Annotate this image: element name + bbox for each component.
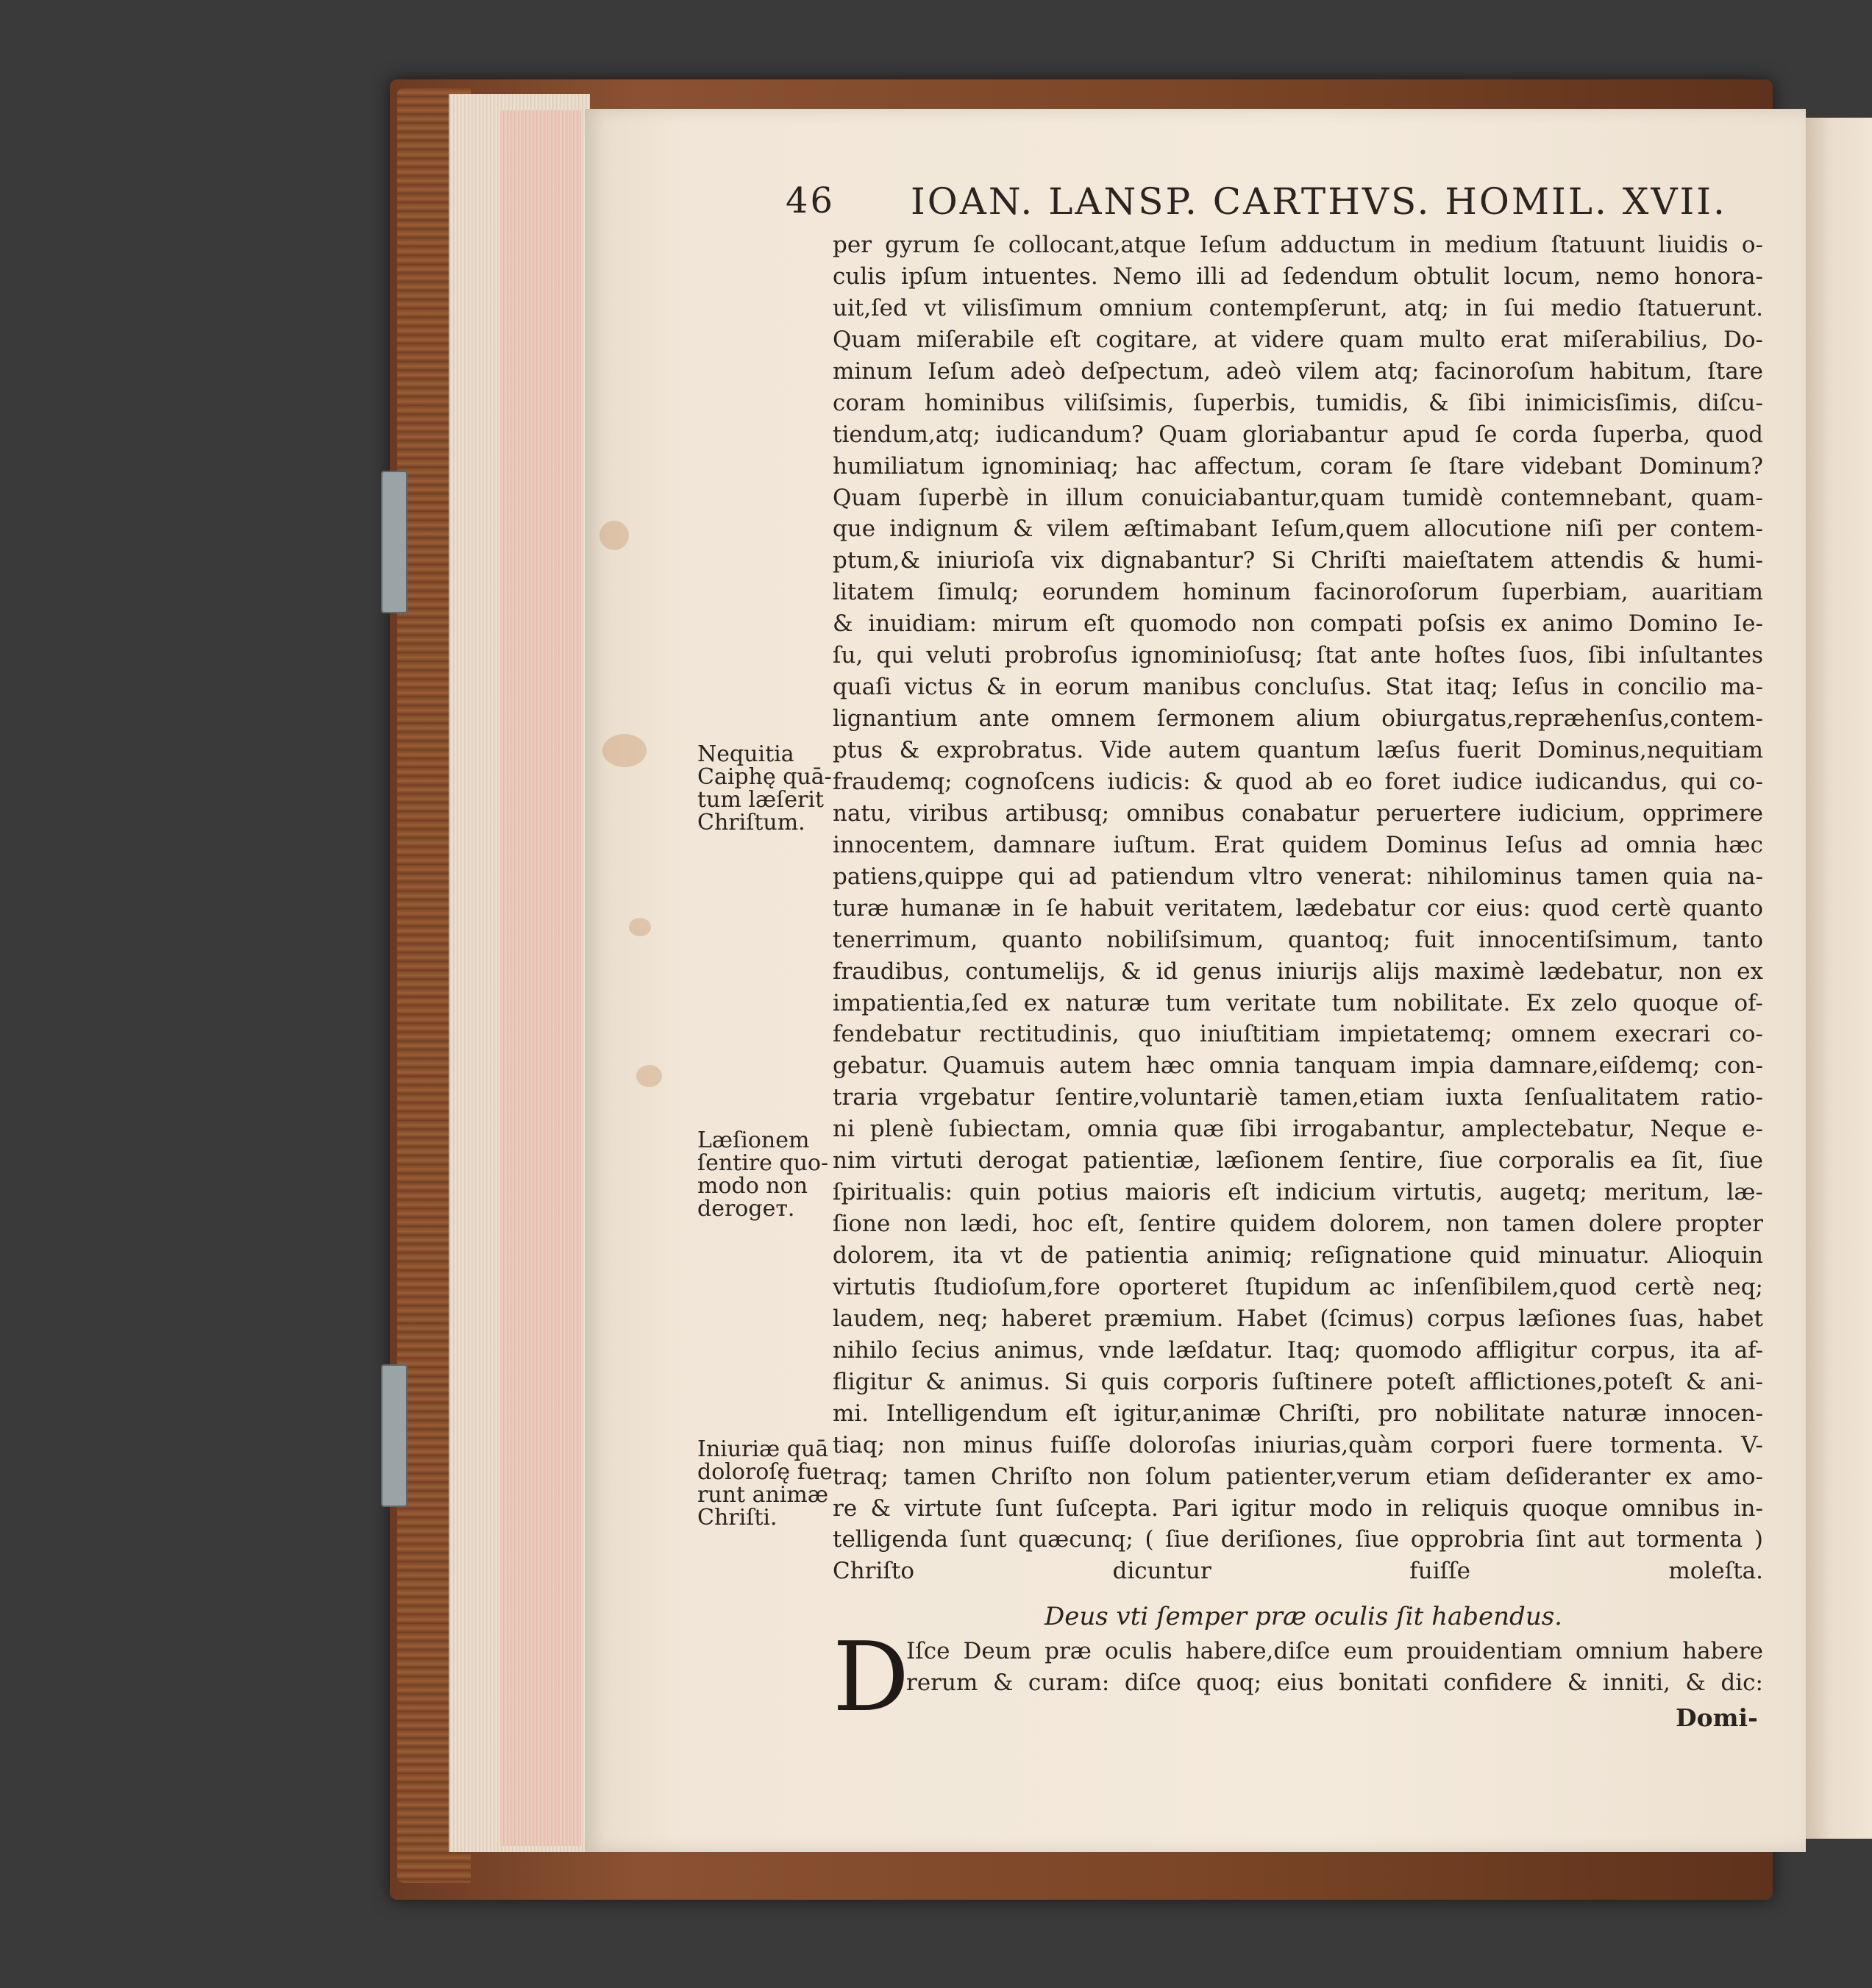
page-stain <box>602 734 647 767</box>
text-line: ptus & exprobratus. Vide autem quantum læſus fuerit Dominus,nequitiam <box>833 737 1763 763</box>
margin-note-line: tum læſerit <box>697 787 825 813</box>
text-line: ptum,& iniurioſa vix dignabantur? Si Chriſti maieſtatem attendis & humi- <box>833 547 1763 574</box>
page-stain <box>629 918 651 936</box>
text-line: traq; tamen Chriſto non ſolum patienter,verum etiam deſideranter ex amo- <box>833 1463 1763 1490</box>
text-line: mi. Intelligendum eſt igitur,animæ Chriſti, pro nobilitate naturæ innocen- <box>833 1400 1763 1427</box>
margin-note-iniuriae <box>697 1436 833 1531</box>
text-line: uit,ſed vt vilisſimum omnium contempſerunt, atq; in ſui medio ſtatuerunt. <box>833 294 1763 321</box>
facing-page-edge <box>1802 118 1872 1839</box>
text-line: impatientia,ſed ex naturæ tum veritate tum nobilitate. Ex zelo quoque of- <box>833 989 1763 1016</box>
text-line: Quam ſuperbè in illum conuiciabantur,quam tumidè contemnebant, quam- <box>833 484 1763 511</box>
text-line: rerum & curam: diſce quoq; eius bonitati confidere & inniti, & dic: <box>906 1669 1763 1696</box>
text-line: dolorem, ita vt de patientia animiq; reſignatione quid minuatur. Alioquin <box>833 1242 1763 1269</box>
margin-note-nequitia <box>697 743 830 834</box>
margin-note-line: runt animæ <box>697 1482 829 1508</box>
text-line: ſione non lædi, hoc eſt, ſentire quidem dolorem, non tamen dolere propter <box>833 1211 1763 1238</box>
drop-capital: D <box>833 1621 910 1733</box>
clasp-top <box>381 471 408 613</box>
text-line: ni plenè ſubiectam, omnia quæ ſibi irrogabantur, amplectebatur, Neque e- <box>833 1116 1763 1143</box>
text-line: lignantium ante omnem ſermonem alium obiurgatus,repræhenſus,contem- <box>833 705 1763 733</box>
text-line: fendebatur rectitudinis, quo iniuſtitiam impietatemq; omnem execrari co- <box>833 1021 1763 1048</box>
margin-note-line: Nequitia <box>697 741 794 767</box>
text-line: gebatur. Quamuis autem hæc omnia tanquam impia damnare,eiſdemq; con- <box>833 1052 1763 1080</box>
text-line: humiliatum ignominiaq; hac affectum, coram ſe ſtare videbant Dominum? <box>833 452 1763 480</box>
text-line: re & virtute ſunt ſuſcepta. Pari igitur modo in reliquis quoque omnibus in- <box>833 1494 1763 1522</box>
catchword: Domi- <box>1676 1703 1758 1732</box>
text-line: ſpiritualis: quin potius maioris eſt indicium virtutis, augetq; meritum, læ- <box>833 1179 1763 1206</box>
margin-note-line: Chriſti. <box>697 1505 777 1531</box>
text-line: coram hominibus viliſsimis, ſuperbis, tumidis, & ſibi inimicisſimis, diſcu- <box>833 389 1763 416</box>
margin-note-line: Iniuriæ quā <box>697 1436 829 1462</box>
text-line: ſu, qui veluti probroſus ignominioſusq; ſtat ante hoſtes ſuos, ſibi inſultantes <box>833 642 1763 669</box>
text-line: Chriſto dicuntur fuiſſe moleſta. <box>833 1558 1763 1585</box>
section-heading: Deus vti ſemper præ oculis ſit habendus. <box>1044 1602 1562 1631</box>
margin-note-line: modo non <box>697 1173 808 1199</box>
margin-note-line: Læſionem <box>697 1127 810 1153</box>
text-line: fraudibus, contumelijs, & id genus iniurijs alijs maximè lædebatur, non ex <box>833 958 1763 985</box>
text-line: patiens,quippe qui ad patiendum vltro venerat: nihilominus tamen quia na- <box>833 863 1763 890</box>
text-line: que indignum & vilem æſtimabant Ieſum,quem allocutione niſi per contem- <box>833 516 1763 543</box>
margin-note-laesionem <box>697 1129 830 1220</box>
margin-note-line: Caiphę quā- <box>697 764 832 790</box>
page-stain <box>636 1065 662 1087</box>
running-head: IOAN. LANSP. CARTHVS. HOMIL. XVII. <box>911 180 1727 223</box>
text-line: Quam miſerabile eſt cogitare, at videre quam multo erat miſerabilius, Do- <box>833 326 1763 353</box>
text-line: Iſce Deum præ oculis habere,diſce eum prouidentiam omnium habere <box>906 1638 1763 1664</box>
text-line: virtutis ſtudioſum,fore oporteret ſtupidum ac inſenſibilem,quod certè neq; <box>833 1273 1763 1300</box>
page-header <box>786 180 1764 232</box>
text-line: & inuidiam: mirum eſt quomodo non compati poſsis ex animo Domino Ie- <box>833 610 1763 638</box>
text-line: fligitur & animus. Si quis corporis ſuſtinere poteſt afflictiones,poteſt & ani- <box>833 1368 1763 1395</box>
page-stain <box>599 521 629 550</box>
text-line: natu, viribus artibusq; omnibus conabatur peruertere iudicium, opprimere <box>833 799 1763 827</box>
text-line: innocentem, damnare iuſtum. Erat quidem Dominus Ieſus ad omnia hæc <box>833 831 1763 858</box>
margin-note-line: Chriſtum. <box>697 810 805 836</box>
clasp-bottom <box>381 1364 408 1507</box>
text-line: tenerrimum, quanto nobiliſsimum, quantoq; fuit innocentiſsimum, tanto <box>833 926 1763 953</box>
second-paragraph <box>906 1636 1763 1699</box>
text-line: traria vrgebatur ſentire,voluntariè tamen,etiam iuxta ſenſualitatem ratio- <box>833 1084 1763 1111</box>
margin-note-line: ſentire quo- <box>697 1150 829 1176</box>
margin-note-line: derogeт. <box>697 1196 795 1222</box>
text-line: nim virtuti derogat patientiæ, læſionem ſentire, ſiue corporalis ea ſit, ſiue <box>833 1147 1763 1175</box>
page-edge-red <box>500 110 581 1846</box>
text-line: telligenda ſunt quæcunq; ( ſiue deriſiones, ſiue opprobria ſint aut tormenta ) <box>833 1526 1763 1553</box>
text-line: tiendum,atq; iudicandum? Quam gloriabantur apud ſe corda ſuperba, quod <box>833 421 1763 448</box>
main-text-block <box>833 229 1763 1587</box>
text-line: litatem ſimulq; eorundem hominum facinoroſorum ſuperbiam, auaritiam <box>833 579 1763 606</box>
text-line: nihilo ſecius animus, vnde læſdatur. Itaq; quomodo affligitur corpus, ita af- <box>833 1336 1763 1364</box>
text-line: tiaq; non minus fuiſſe doloroſas iniurias,quàm corpori fuere tormenta. V- <box>833 1431 1763 1458</box>
page-number: 46 <box>786 180 836 221</box>
text-line: laudem, neq; haberet præmium. Habet (ſcimus) corpus læſiones ſuas, habet <box>833 1305 1763 1332</box>
text-line: fraudemq; cognoſcens iudicis: & quod ab eo foret iudice iudicandus, qui co- <box>833 768 1763 795</box>
text-line: culis ipſum intuentes. Nemo illi ad ſedendum obtulit locum, nemo honora- <box>833 263 1763 290</box>
text-line: per gyrum ſe collocant,atque Ieſum adductum in medium ſtatuunt liuidis o- <box>833 232 1763 258</box>
text-line: minum Ieſum adeò deſpectum, adeò vilem atq; facinoroſum habitum, ſtare <box>833 357 1763 385</box>
margin-note-line: doloroſę fue <box>697 1459 833 1485</box>
text-line: quaſi victus & in eorum manibus concluſus. Stat itaq; Ieſus in concilio ma- <box>833 674 1763 701</box>
text-line: turæ humanæ in ſe habuit veritatem, lædebatur cor eius: quod certè quanto <box>833 894 1763 922</box>
